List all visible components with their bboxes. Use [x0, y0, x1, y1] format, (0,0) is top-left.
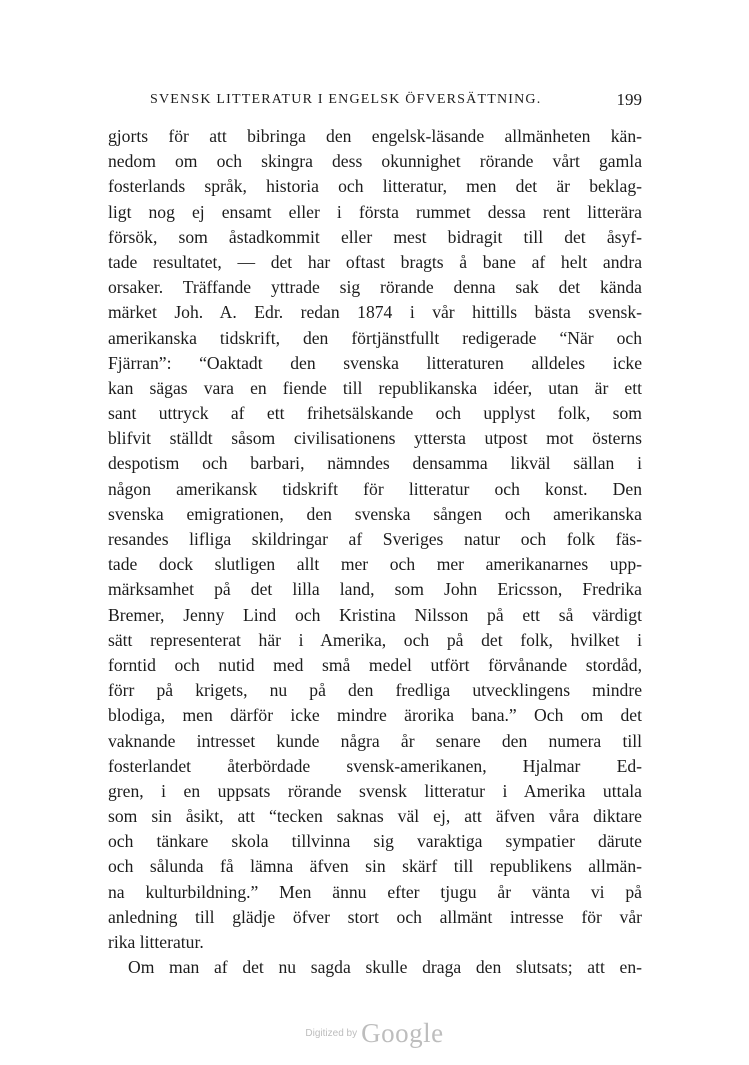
running-title: SVENSK LITTERATUR I ENGELSK ÖFVERSÄTTNING.: [150, 92, 542, 107]
text-line: sätt representerat här i Amerika, och på det folk, hvilket i: [108, 629, 642, 650]
text-line: amerikanska tidskrift, den förtjänstfullt redigerade “När och: [108, 327, 642, 348]
text-line: försök, som åstadkommit eller mest bidragit till det åsyf-: [108, 226, 642, 247]
text-line: sant uttryck af ett frihetsälskande och upplyst folk, som: [108, 403, 642, 424]
text-line: forntid och nutid med små medel utfört förvånande stordåd,: [108, 654, 642, 675]
watermark-prefix: Digitized by: [305, 1028, 358, 1039]
text-line: nedom om och skingra dess okunnighet rörande vårt gamla: [108, 151, 642, 172]
text-line: vaknande intresset kunde några år senare den numera till: [108, 730, 642, 751]
text-line: blodiga, men därför icke mindre ärorika bana.” Och om det: [108, 705, 642, 726]
text-line: fosterlands språk, historia och litteratur, men det är beklag-: [108, 176, 642, 197]
body-text: [108, 124, 642, 980]
text-line: svenska emigrationen, den svenska sången och amerikanska: [108, 503, 642, 524]
page-number: 199: [616, 90, 642, 109]
text-line: gjorts för att bibringa den engelsk-läsande allmänheten kän-: [108, 126, 642, 146]
text-line: och tänkare skola tillvinna sig varaktiga sympatier därute: [108, 831, 642, 852]
text-line: gren, i en uppsats rörande svensk litteratur i Amerika uttala: [108, 780, 642, 801]
paragraph-end-line: rika litteratur.: [108, 932, 204, 952]
text-line: orsaker. Träffande yttrade sig rörande denna sak det kända: [108, 277, 642, 298]
text-line: märksamhet på det lilla land, som John Ericsson, Fredrika: [108, 579, 642, 600]
text-line: ligt nog ej ensamt eller i första rummet dessa rent litterära: [108, 201, 642, 222]
text-line: Fjärran”: “Oaktadt den svenska litteraturen alldeles icke: [108, 352, 642, 373]
page-header: [150, 88, 642, 112]
text-line: blifvit ställdt såsom civilisationens yttersta utpost mot österns: [108, 428, 642, 449]
text-line: na kulturbildning.” Men ännu efter tjugu år vänta vi på: [108, 881, 642, 902]
text-line: märket Joh. A. Edr. redan 1874 i vår hittills bästa svensk-: [108, 302, 642, 323]
text-line: anledning till glädje öfver stort och allmänt intresse för vår: [108, 906, 642, 927]
text-line: tade dock slutligen allt mer och mer amerikanarnes upp-: [108, 554, 642, 575]
text-line: förr på krigets, nu på den fredliga utvecklingens mindre: [108, 680, 642, 701]
text-line: fosterlandet återbördade svensk-amerikanen, Hjalmar Ed-: [108, 755, 642, 776]
text-line: kan sägas vara en fiende till republikanska idéer, utan är ett: [108, 377, 642, 398]
google-logo: Google: [361, 1018, 444, 1048]
digitized-watermark: [0, 1018, 749, 1049]
text-line: Bremer, Jenny Lind och Kristina Nilsson på ett så värdigt: [108, 604, 642, 625]
text-line: resandes lifliga skildringar af Sveriges natur och folk fäs-: [108, 529, 642, 549]
text-line: despotism och barbari, nämndes densamma likväl sällan i: [108, 453, 642, 474]
text-line: och sålunda få lämna äfven sin skärf till republikens allmän-: [108, 856, 642, 877]
text-line: som sin åsikt, att “tecken saknas väl ej, att äfven våra diktare: [108, 806, 642, 827]
text-line: tade resultatet, — det har oftast bragts å bane af helt andra: [108, 251, 642, 272]
paragraph-start-line: Om man af det nu sagda skulle draga den slutsats; att en-: [128, 957, 642, 978]
text-line: någon amerikansk tidskrift för litteratur och konst. Den: [108, 478, 642, 499]
